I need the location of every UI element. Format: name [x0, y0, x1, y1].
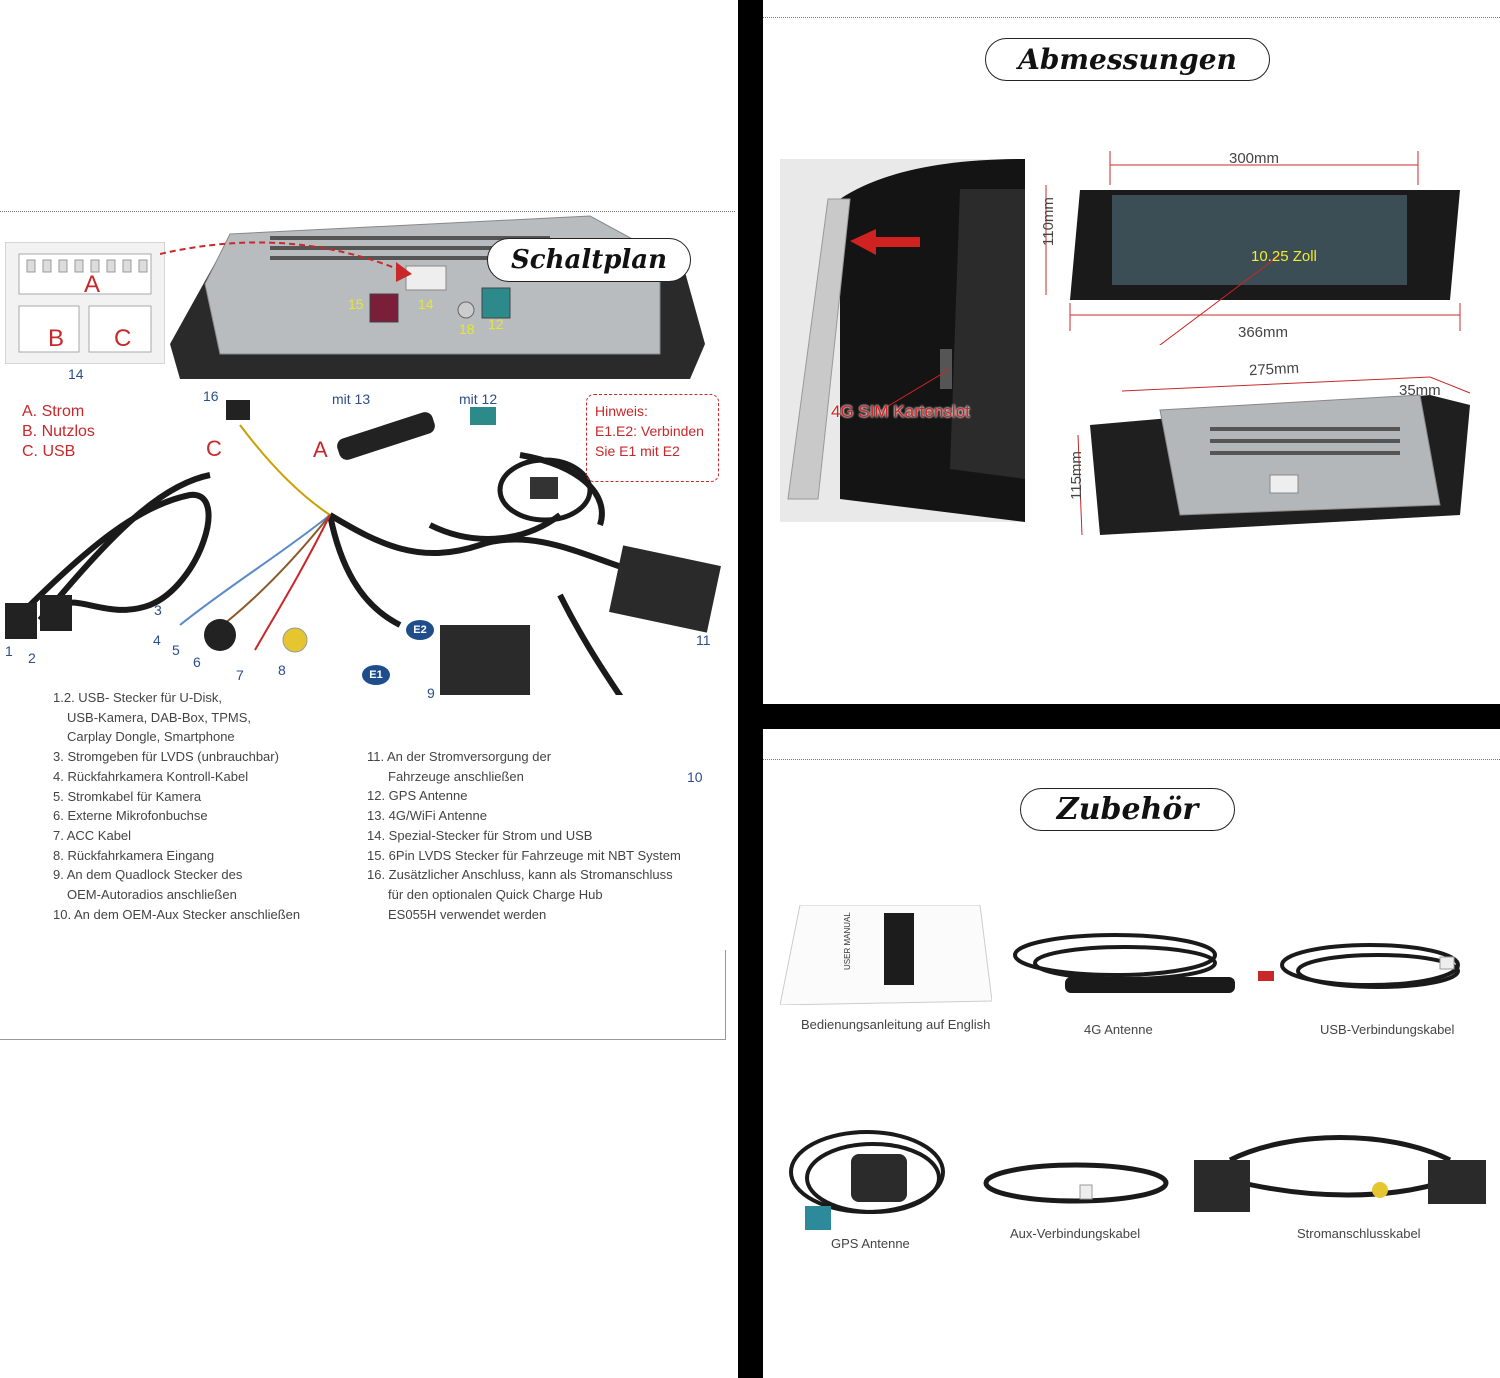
cable-number-1: 1: [5, 643, 13, 659]
accessory-label-manual: Bedienungsanleitung auf English: [801, 1017, 991, 1032]
cable-label-mit13: mit 13: [332, 391, 371, 407]
dimension-width-bottom: 366mm: [1238, 324, 1289, 341]
cable-letter-c: C: [206, 436, 222, 461]
cable-label-16: 16: [203, 388, 219, 404]
desc-1-2-cont-1: USB-Kamera, DAB-Box, TPMS,: [67, 709, 251, 725]
abmessungen-title: Abmessungen: [985, 38, 1270, 81]
cable-number-6: 6: [193, 654, 201, 670]
desc-5: 5. Stromkabel für Kamera: [53, 788, 202, 804]
cable-label-mit12: mit 12: [459, 391, 498, 407]
descriptions-left: [53, 688, 300, 924]
dimension-depth: 35mm: [1399, 382, 1441, 399]
user-manual-photo: [780, 905, 992, 1005]
zubehoer-title: Zubehör: [1020, 788, 1235, 831]
desc-11-cont: Fahrzeuge anschließen: [388, 768, 524, 784]
desc-12: 12. GPS Antenne: [367, 788, 468, 804]
desc-14: 14. Spezial-Stecker für Strom und USB: [367, 827, 593, 843]
port-number-15: 15: [348, 296, 364, 312]
accessory-label-usb-cable: USB-Verbindungskabel: [1320, 1022, 1455, 1037]
vertical-divider: [738, 0, 763, 1378]
cable-number-3: 3: [154, 602, 162, 618]
accessory-label-gps-antenna: GPS Antenne: [831, 1236, 910, 1251]
badge-e2: E2: [406, 620, 434, 640]
cable-number-10: 10: [687, 769, 703, 785]
desc-16: 16. Zusätzlicher Anschluss, kann als Stromanschluss: [367, 867, 673, 883]
desc-1-2: 1.2. USB- Stecker für U-Disk,: [53, 690, 223, 705]
connector-letter-b: B: [48, 325, 65, 352]
panel-bottom-rule: [0, 1039, 726, 1040]
desc-4: 4. Rückfahrkamera Kontroll-Kabel: [53, 768, 249, 784]
desc-9: 9. An dem Quadlock Stecker des: [53, 867, 243, 883]
desc-9-cont: OEM-Autoradios anschließen: [67, 887, 237, 903]
sim-slot-side-photo: [780, 159, 1025, 522]
port-number-18: 18: [459, 321, 475, 337]
hint-line-1: Hinweis:: [595, 403, 648, 419]
descriptions-right: [367, 747, 681, 924]
usb-cable-photo: [1250, 935, 1490, 1005]
dimension-width-top: 300mm: [1229, 150, 1280, 167]
cable-number-9: 9: [427, 685, 435, 701]
desc-13: 13. 4G/WiFi Antenne: [367, 808, 487, 824]
panel-side-rule: [725, 950, 726, 1040]
port-number-14: 14: [418, 296, 434, 312]
gps-antenna-photo: [785, 1120, 950, 1245]
manual-cover-text: USER MANUAL: [843, 912, 852, 970]
cable-number-4: 4: [153, 632, 161, 648]
connector-letter-a: A: [84, 271, 101, 298]
port-number-12: 12: [488, 316, 504, 332]
section-rule: [763, 17, 1500, 18]
accessory-label-power-harness: Stromanschlusskabel: [1297, 1226, 1421, 1241]
4g-antenna-photo: [1005, 925, 1240, 1005]
dimension-height: 110mm: [1040, 197, 1057, 246]
legend-item-nutzlos: B. Nutzlos: [22, 423, 95, 440]
cable-number-7: 7: [236, 667, 244, 683]
connector-number-label: 14: [68, 366, 84, 382]
desc-10: 10. An dem OEM-Aux Stecker anschließen: [53, 906, 301, 922]
accessory-label-4g-antenna: 4G Antenne: [1084, 1022, 1153, 1037]
dimension-back-height: 115mm: [1068, 451, 1085, 500]
hint-line-2: E1.E2: Verbinden: [595, 423, 704, 439]
desc-3: 3. Stromgeben für LVDS (unbrauchbar): [53, 749, 279, 765]
schaltplan-title: Schaltplan: [487, 238, 691, 282]
cable-number-5: 5: [172, 642, 180, 658]
power-harness-photo: [1190, 1130, 1490, 1220]
hint-line-3: Sie E1 mit E2: [595, 443, 680, 459]
cable-number-11: 11: [696, 632, 711, 648]
desc-11: 11. An der Stromversorgung der: [367, 749, 552, 764]
screen-size-label: 10.25 Zoll: [1251, 248, 1317, 265]
desc-1-2-cont-2: Carplay Dongle, Smartphone: [67, 729, 235, 745]
desc-6: 6. Externe Mikrofonbuchse: [53, 808, 208, 824]
horizontal-divider: [763, 704, 1500, 729]
accessory-label-aux-cable: Aux-Verbindungskabel: [1010, 1226, 1141, 1241]
hint-box: [586, 394, 719, 482]
desc-16-cont-1: für den optionalen Quick Charge Hub: [388, 886, 603, 902]
cable-number-8: 8: [278, 662, 286, 678]
aux-cable-photo: [980, 1155, 1175, 1215]
cable-letter-a: A: [313, 437, 328, 462]
dimension-back-width: 275mm: [1248, 359, 1300, 380]
legend-item-usb: C. USB: [22, 443, 76, 460]
desc-8: 8. Rückfahrkamera Eingang: [53, 847, 215, 863]
cable-number-2: 2: [28, 650, 36, 666]
head-unit-front-photo: [1040, 145, 1470, 345]
desc-7: 7. ACC Kabel: [53, 827, 132, 843]
desc-15: 15. 6Pin LVDS Stecker für Fahrzeuge mit NBT System: [367, 847, 681, 863]
legend-item-strom: A. Strom: [22, 403, 85, 420]
section-rule: [763, 759, 1500, 760]
desc-16-cont-2: ES055H verwendet werden: [388, 906, 547, 922]
connector-diagram: [5, 242, 165, 364]
sim-slot-label: 4G SIM Kartenslot: [831, 402, 970, 421]
connector-letter-c: C: [114, 325, 132, 352]
section-rule: [0, 211, 735, 212]
badge-e1: E1: [362, 665, 390, 685]
